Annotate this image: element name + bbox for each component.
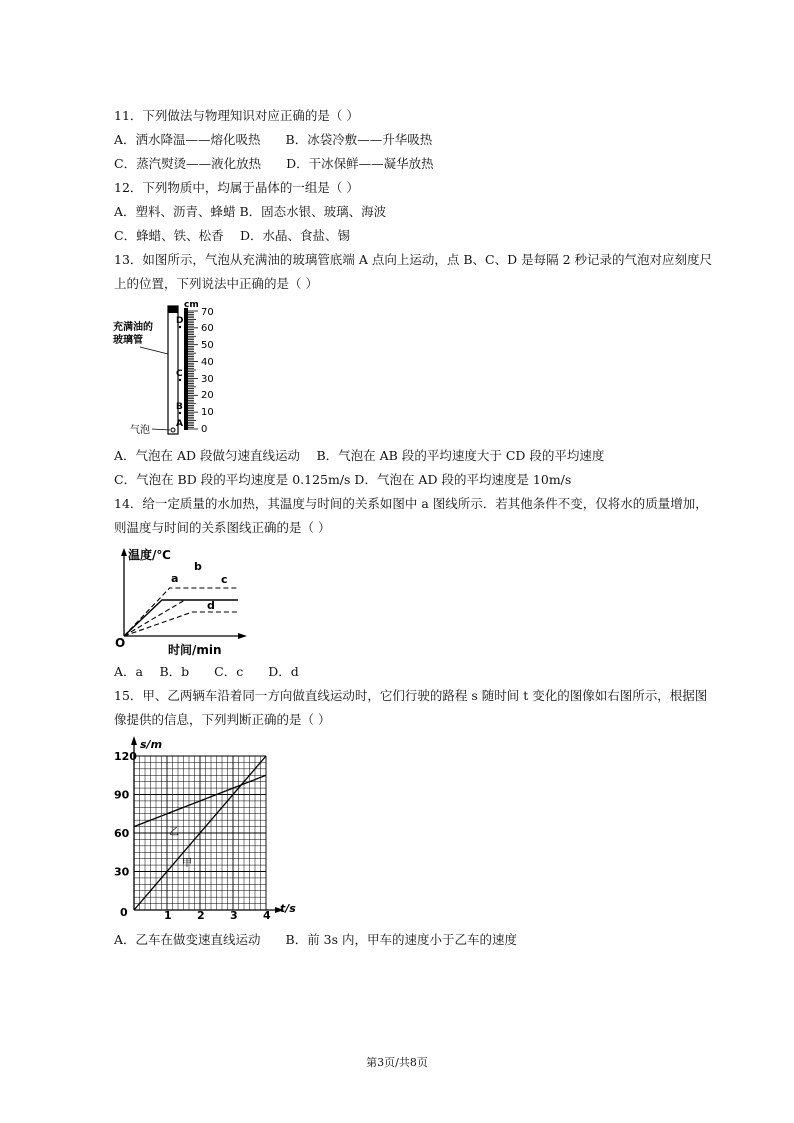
- x-tick-label: 2: [197, 909, 205, 922]
- y-tick-label: 30: [114, 865, 130, 879]
- point-label-c: C: [176, 369, 183, 379]
- point-b: [179, 412, 181, 414]
- x-tick-label: 1: [164, 909, 172, 922]
- q11-stem: 11．下列做法与物理知识对应正确的是（ ）: [114, 108, 359, 123]
- bubble: [171, 428, 175, 432]
- x-axis-label: t/s: [280, 902, 296, 915]
- q15-options-row1: A．乙车在做变速直线运动 B．前 3s 内，甲车的速度小于乙车的速度: [114, 932, 518, 947]
- curve-label-d: d: [207, 599, 215, 612]
- point-c: [179, 379, 181, 381]
- tube-label-line1: 充满油的: [113, 322, 153, 333]
- ruler-unit: cm: [184, 300, 199, 310]
- point-label-b: B: [176, 402, 183, 412]
- series-label-jia: 甲: [182, 858, 192, 869]
- q14-options: A．a B．b C．c D．d: [114, 664, 299, 679]
- curve-d: [124, 612, 238, 636]
- q15-stem-line2: 像提供的信息，下列判断正确的是（ ）: [114, 712, 331, 727]
- tick-label: 40: [201, 357, 214, 368]
- tick-label: 70: [201, 307, 214, 318]
- q13-tube-figure: [110, 298, 230, 440]
- x-axis-label: 时间/min: [168, 643, 222, 657]
- tick-label: 10: [201, 407, 214, 418]
- tube-label-line2: 玻璃管: [113, 335, 143, 346]
- tick-label: 20: [201, 390, 214, 401]
- y-tick-label: 60: [114, 827, 130, 840]
- ruler-minor-ticks: [188, 311, 198, 429]
- y-tick-label: 90: [114, 788, 130, 802]
- q12-options-row2: C．蜂蜡、铁、松香 D．水晶、食盐、锡: [114, 228, 351, 243]
- y-axis-label: s/m: [140, 738, 163, 751]
- series-label-yi: 乙: [169, 827, 179, 838]
- y-tick-label: 120: [114, 750, 137, 763]
- curve-label-b: b: [194, 560, 202, 573]
- q13-stem-line1: 13．如图所示，气泡从充满油的玻璃管底端 A 点向上运动，点 B、C、D 是每隔 2 秒记录的气泡对应刻度尺: [114, 252, 712, 267]
- q14-stem-line1: 14．给一定质量的水加热，其温度与时间的关系如图中 a 图线所示．若其他条件不变，仅将水的质量增加，: [114, 496, 708, 511]
- q12-stem: 12．下列物质中，均属于晶体的一组是（ ）: [114, 180, 359, 195]
- q11-options-row2: C．蒸汽熨烫——液化放热 D．干冰保鲜——凝华放热: [114, 156, 434, 171]
- tick-label: 50: [201, 340, 214, 351]
- bubble-label: 气泡: [130, 425, 150, 436]
- q14-temperature-graph: [110, 544, 255, 662]
- point-d: [179, 326, 181, 328]
- point-label-d: D: [176, 316, 184, 326]
- x-tick-label: 4: [263, 909, 271, 922]
- curve-label-c: c: [221, 573, 228, 586]
- y-axis-label: 温度/℃: [128, 548, 171, 562]
- q13-options-row1: A．气泡在 AD 段做匀速直线运动 B．气泡在 AB 段的平均速度大于 CD 段的平均速度: [114, 448, 605, 463]
- q14-stem-line2: 则温度与时间的关系图线正确的是（ ）: [114, 520, 331, 535]
- x-tick-label: 3: [230, 909, 238, 922]
- q15-distance-time-graph: [112, 734, 312, 924]
- tick-label: 30: [201, 374, 214, 385]
- q12-options-row1: A．塑料、沥青、蜂蜡 B．固态水银、玻璃、海波: [114, 204, 387, 219]
- origin-label: 0: [120, 906, 128, 919]
- curve-label-a: a: [171, 572, 179, 585]
- origin-label: O: [115, 636, 126, 650]
- q13-options-row2: C．气泡在 BD 段的平均速度是 0.125m/s D．气泡在 AD 段的平均速度是 10m/s: [114, 472, 572, 487]
- tick-label: 60: [201, 323, 214, 334]
- q15-stem-line1: 15．甲、乙两辆车沿着同一方向做直线运动时，它们行驶的路程 s 随时间 t 变化的图像如右图所示，根据图: [114, 688, 708, 703]
- q11-options-row1: A．洒水降温——熔化吸热 B．冰袋冷敷——升华吸热: [114, 132, 433, 147]
- ruler-tick-labels: [201, 307, 214, 435]
- tick-label: 0: [201, 424, 208, 435]
- q13-stem-line2: 上的位置，下列说法中正确的是（ ）: [114, 276, 318, 291]
- page-footer: 第3页/共8页: [366, 1056, 428, 1069]
- point-label-a: A: [176, 419, 183, 429]
